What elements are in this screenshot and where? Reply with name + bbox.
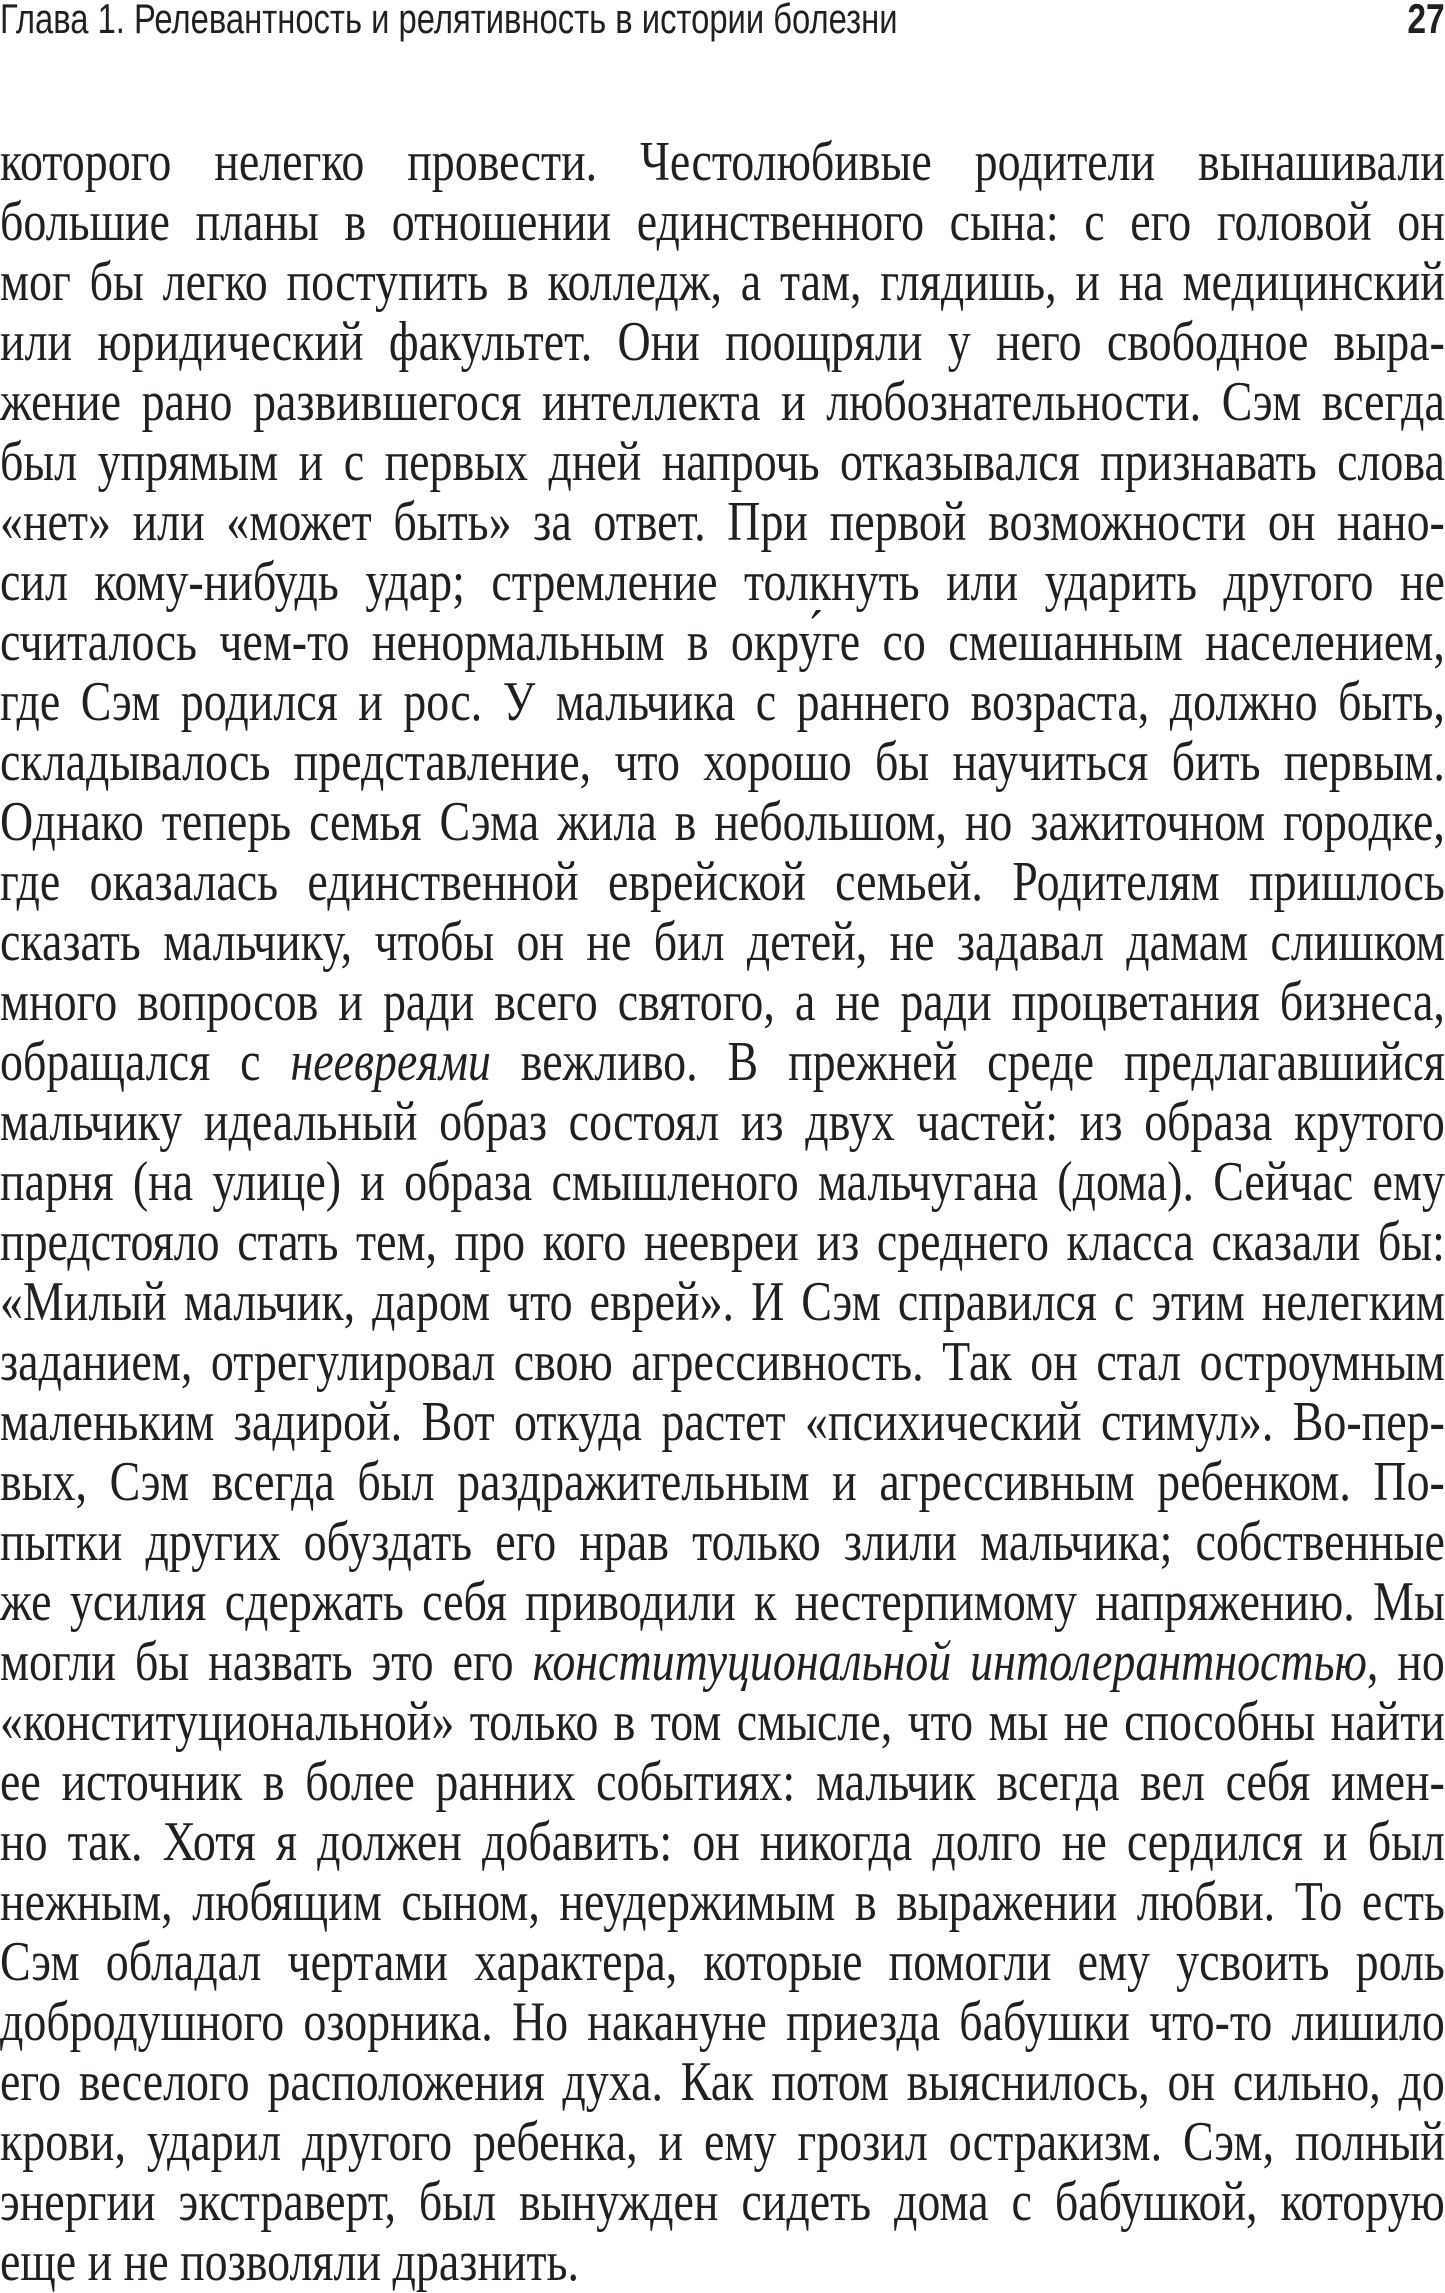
text-segment: сил кому-нибудь удар; стремление толкнуть или ударить другого не: [0, 551, 1445, 613]
text-line-content: [0, 1512, 1445, 1572]
text-segment: крови, ударил другого ребенка, и ему грозил остракизм. Сэм, полный: [0, 2111, 1445, 2173]
page-number: 27: [1407, 0, 1445, 42]
text-line-content: [0, 372, 1445, 432]
text-line: [0, 1932, 1445, 1992]
text-line-content: [0, 1152, 1445, 1212]
text-segment: но так. Хотя я должен добавить: он никогда долго не сердился и был: [0, 1811, 1445, 1873]
text-segment: «нет» или «может быть» за ответ. При первой возможности он нано-: [0, 491, 1445, 553]
text-line-content: [0, 492, 1445, 552]
text-line: [0, 612, 1445, 672]
text-segment: еще и не позволяли дразнить.: [0, 2231, 579, 2293]
text-line: [0, 192, 1445, 252]
text-segment: маленьким задирой. Вот откуда растет «психический стимул». Во-пер-: [0, 1391, 1445, 1453]
text-line-content: [0, 132, 1445, 192]
text-line-content: [0, 552, 1445, 612]
text-segment: вежливо. В прежней среде предлагавшийся: [490, 1031, 1445, 1093]
text-line-content: [0, 1392, 1445, 1452]
text-line-content: [0, 1092, 1445, 1152]
text-line: [0, 1512, 1445, 1572]
text-line-content: [0, 852, 1445, 912]
italic-emphasis: конституциональной интолерантностью: [532, 1631, 1367, 1693]
page-header: [0, 0, 1445, 40]
text-line: [0, 1752, 1445, 1812]
text-line-content: [0, 1692, 1445, 1752]
text-line: [0, 732, 1445, 792]
text-line-content: [0, 1332, 1445, 1392]
text-line: [0, 132, 1445, 192]
text-segment: был упрямым и с первых дней напрочь отказывался признавать слова: [0, 431, 1445, 493]
text-line: [0, 1392, 1445, 1452]
text-line: [0, 1032, 1445, 1092]
text-line-content: [0, 912, 1445, 972]
text-line-content: [0, 612, 1445, 672]
text-segment: , но: [1366, 1631, 1445, 1693]
text-line: [0, 1452, 1445, 1512]
text-segment: предстояло стать тем, про кого неевреи из среднего класса сказали бы:: [0, 1211, 1445, 1273]
text-line-content: [0, 1932, 1445, 1992]
text-line-content: [0, 1752, 1445, 1812]
text-line: [0, 792, 1445, 852]
text-segment: большие планы в отношении единственного сына: с его головой он: [0, 191, 1445, 253]
text-line-content: [0, 1452, 1445, 1512]
text-segment: мальчику идеальный образ состоял из двух частей: из образа крутого: [0, 1091, 1445, 1153]
text-line: [0, 252, 1445, 312]
text-line: [0, 1092, 1445, 1152]
text-segment: парня (на улице) и образа смышленого мальчугана (дома). Сейчас ему: [0, 1151, 1445, 1213]
text-line: [0, 912, 1445, 972]
body-text: [0, 132, 1445, 2292]
text-line: [0, 1992, 1445, 2052]
text-line-content: [0, 432, 1445, 492]
text-line: [0, 1212, 1445, 1272]
text-line: [0, 1812, 1445, 1872]
text-line: [0, 552, 1445, 612]
text-line: [0, 1872, 1445, 1932]
text-line-content: [0, 1992, 1445, 2052]
text-line: [0, 2052, 1445, 2112]
text-line-content: [0, 1812, 1445, 1872]
text-line-content: [0, 252, 1445, 312]
text-segment: Сэм обладал чертами характера, которые помогли ему усвоить роль: [0, 1931, 1445, 1993]
text-segment: жение рано развившегося интеллекта и любознательности. Сэм всегда: [0, 371, 1445, 433]
text-segment: добродушного озорника. Но накануне приезда бабушки что-то лишило: [0, 1991, 1445, 2053]
text-segment: или юридический факультет. Они поощряли у него свободное выра-: [0, 311, 1445, 373]
italic-emphasis: неевреями: [290, 1031, 491, 1093]
text-line-content: [0, 1032, 1445, 1092]
text-line: [0, 1572, 1445, 1632]
text-segment: где Сэм родился и рос. У мальчика с раннего возраста, должно быть,: [0, 671, 1445, 733]
text-line-content: [0, 1272, 1445, 1332]
text-line-content: [0, 792, 1445, 852]
text-line-content: [0, 2052, 1445, 2112]
text-line: [0, 852, 1445, 912]
text-line-content: [0, 732, 1445, 792]
text-segment: где оказалась единственной еврейской семьей. Родителям пришлось: [0, 851, 1445, 913]
text-line: [0, 1692, 1445, 1752]
text-segment: пытки других обуздать его нрав только злили мальчика; собственные: [0, 1511, 1445, 1573]
text-line: [0, 1332, 1445, 1392]
text-line-content: [0, 2232, 1445, 2292]
text-segment: могли бы назвать это его: [0, 1631, 533, 1693]
text-line: [0, 672, 1445, 732]
text-segment: «Милый мальчик, даром что еврей». И Сэм справился с этим нелегким: [0, 1271, 1445, 1333]
text-line: [0, 1632, 1445, 1692]
text-line: [0, 372, 1445, 432]
text-segment: которого нелегко провести. Честолюбивые родители вынашивали: [0, 131, 1445, 193]
text-line: [0, 2112, 1445, 2172]
text-segment: «конституциональной» только в том смысле, что мы не способны найти: [0, 1691, 1445, 1753]
text-segment: ее источник в более ранних событиях: мальчик всегда вел себя имен-: [0, 1751, 1445, 1813]
text-segment: мог бы легко поступить в колледж, а там, глядишь, и на медицинский: [0, 251, 1445, 313]
text-line: [0, 1152, 1445, 1212]
text-line-content: [0, 312, 1445, 372]
text-line-content: [0, 972, 1445, 1032]
text-line: [0, 312, 1445, 372]
text-line: [0, 492, 1445, 552]
text-segment: сказать мальчику, чтобы он не бил детей, не задавал дамам слишком: [0, 911, 1445, 973]
running-title: Глава 1. Релевантность и релятивность в истории болезни: [0, 0, 898, 42]
text-line: [0, 1272, 1445, 1332]
text-line-content: [0, 1872, 1445, 1932]
text-line: [0, 432, 1445, 492]
text-segment: считалось чем-то ненормальным в окру́ге со смешанным населением,: [0, 611, 1445, 673]
text-line-content: [0, 1632, 1445, 1692]
text-segment: энергии экстраверт, был вынужден сидеть дома с бабушкой, которую: [0, 2171, 1445, 2233]
text-segment: вых, Сэм всегда был раздражительным и агрессивным ребенком. По-: [0, 1451, 1445, 1513]
text-line: [0, 2172, 1445, 2232]
text-segment: Однако теперь семья Сэма жила в небольшом, но зажиточном городке,: [0, 791, 1445, 853]
text-line-content: [0, 2112, 1445, 2172]
text-segment: нежным, любящим сыном, неудержимым в выражении любви. То есть: [0, 1871, 1445, 1933]
text-segment: обращался с: [0, 1031, 291, 1093]
text-line: [0, 2232, 1445, 2292]
text-segment: много вопросов и ради всего святого, а не ради процветания бизнеса,: [0, 971, 1445, 1033]
text-line: [0, 972, 1445, 1032]
text-segment: же усилия сдержать себя приводили к нестерпимому напряжению. Мы: [0, 1571, 1445, 1633]
text-segment: его веселого расположения духа. Как потом выяснилось, он сильно, до: [0, 2051, 1445, 2113]
text-line-content: [0, 1212, 1445, 1272]
text-line-content: [0, 192, 1445, 252]
text-segment: заданием, отрегулировал свою агрессивность. Так он стал остроумным: [0, 1331, 1445, 1393]
text-segment: складывалось представление, что хорошо бы научиться бить первым.: [0, 731, 1445, 793]
text-line-content: [0, 2172, 1445, 2232]
text-line-content: [0, 1572, 1445, 1632]
text-line-content: [0, 672, 1445, 732]
